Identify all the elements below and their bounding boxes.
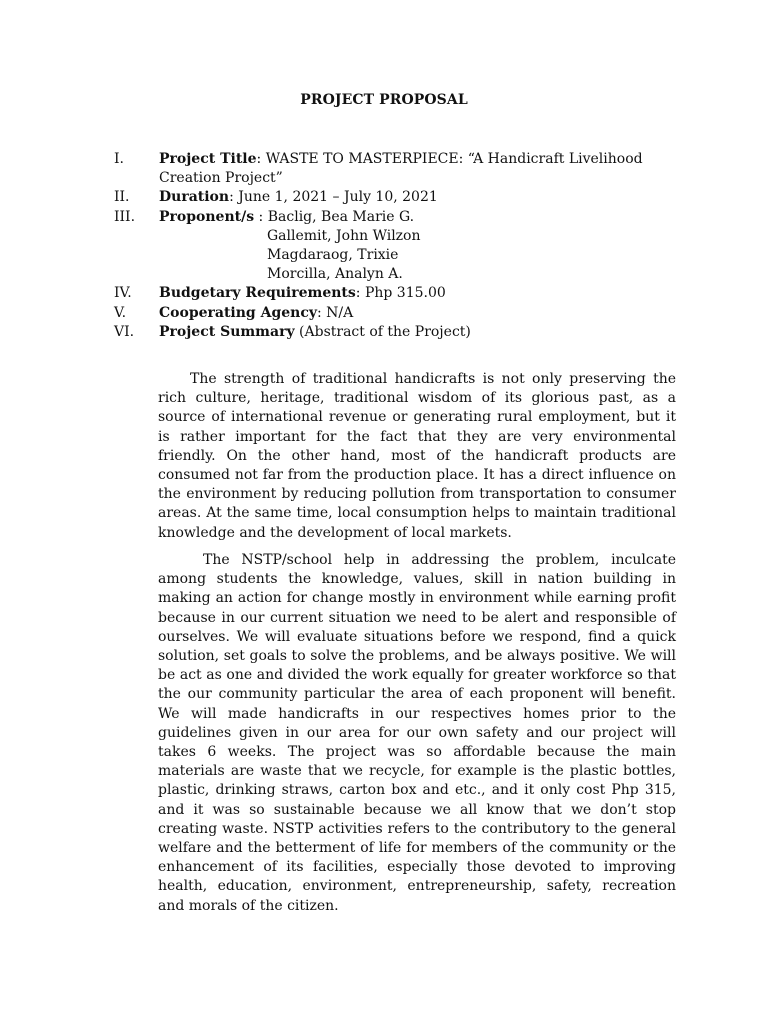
section-value: Php 315.00 — [364, 285, 446, 302]
proponent-name: Morcilla, Analyn A. — [267, 266, 403, 283]
proponent-name: Magdaraog, Trixie — [267, 247, 399, 264]
section-label: Cooperating Agency — [159, 304, 317, 321]
section-project-summary — [114, 323, 674, 342]
section-label: Budgetary Requirements — [159, 285, 356, 302]
section-number: VI. — [114, 323, 135, 340]
proponent-name: Baclig, Bea Marie G. — [267, 208, 415, 225]
summary-paragraph-1: The strength of traditional handicrafts is not only preserving the rich culture, heritage, traditional wisdom of its glorious past, as a source of international revenue or generating rural employment, but it is rather important for the fact that they are very environmental friendly. On the other hand, most of the handicraft products are consumed not far from the production place. It has a direct influence on the environment by reducing pollution from transportation to consumer areas. At the same time, local consumption helps to maintain traditional knowledge and the development of local markets. — [158, 371, 676, 541]
section-label: Project Summary — [159, 323, 295, 340]
section-number: I. — [114, 151, 124, 167]
summary-paragraph-2: The NSTP/school help in addressing the problem, inculcate among students the knowledge, values, skill in nation building in making an action for change mostly in environment while earning profit because in our current situation we need to be alert and responsible of ourselves. We will evaluate situations before we respond, find a quick solution, set goals to solve the problems, and be always positive. We will be act as one and divided the work equally for greater workforce so that the our community particular the area of each proponent will benefit. We will made handicrafts in our respectives homes prior to the guidelines given in our area for our own safety and our project will takes 6 weeks. The project was so affordable because the main materials are waste that we recycle, for example is the plastic bottles, plastic, drinking straws, carton box and etc., and it only cost Php 315, and it was so sustainable because we all know that we don’t stop creating waste. NSTP activities refers to the contributory to the general welfare and the betterment of life for members of the community or the enhancement of its facilities, especially those devoted to improving health, education, environment, entrepreneurship, safety, recreation and morals of the citizen. — [158, 552, 676, 914]
section-number: II. — [114, 189, 130, 206]
section-separator: : — [355, 285, 365, 302]
section-separator: : — [254, 208, 268, 225]
section-proponents — [114, 208, 674, 285]
proponent-name: Gallemit, John Wilzon — [267, 227, 421, 244]
section-label: Project Title — [159, 151, 257, 167]
section-number: III. — [114, 208, 136, 225]
section-project-title — [114, 150, 674, 188]
section-separator: : — [256, 151, 266, 167]
section-value: N/A — [326, 304, 354, 321]
section-separator: : — [317, 304, 327, 321]
proposal-outline — [114, 150, 674, 342]
section-budget — [114, 284, 674, 303]
section-separator: : — [229, 189, 239, 206]
section-value: (Abstract of the Project) — [299, 323, 471, 340]
page-title: PROJECT PROPOSAL — [300, 92, 468, 108]
section-duration — [114, 188, 674, 207]
section-value: WASTE TO MASTERPIECE: “A Handicraft Livelihood Creation Project” — [159, 151, 643, 187]
section-cooperating-agency — [114, 304, 674, 323]
section-label: Proponent/s — [159, 208, 255, 225]
section-number: IV. — [114, 285, 132, 302]
section-value: June 1, 2021 – July 10, 2021 — [238, 189, 438, 206]
section-number: V. — [114, 304, 127, 321]
section-label: Duration — [159, 189, 230, 206]
